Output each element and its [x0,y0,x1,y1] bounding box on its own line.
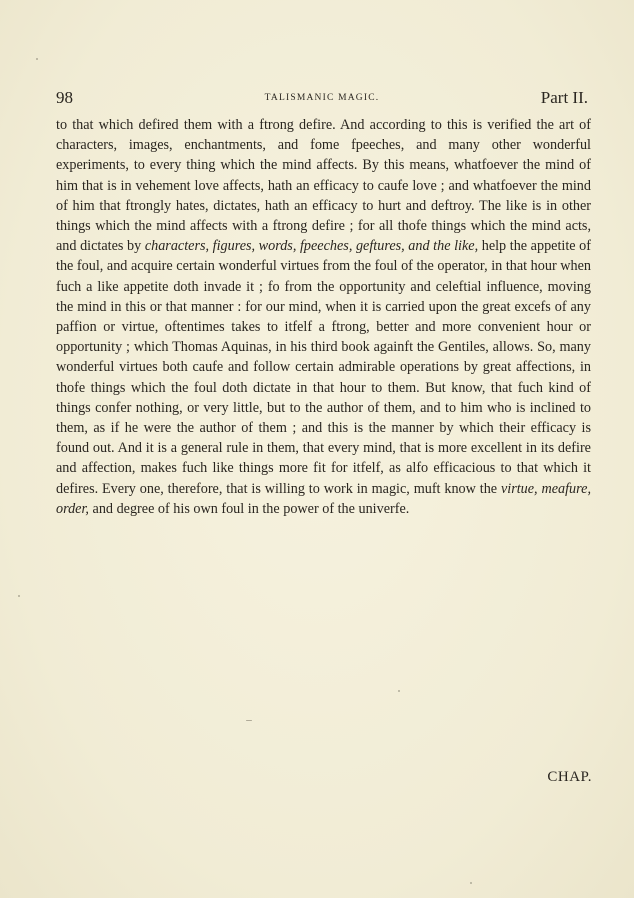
body-segment: and degree of his own foul in the power of the univerfe. [88,500,410,517]
running-title: TALISMANIC MAGIC. [264,93,380,103]
body-text [56,115,591,519]
page-header [56,88,588,112]
paper-speck [36,58,38,60]
body-segment: to that which defired them with a ftrong defire. And according to this is verified the art of characters, images, enchantments, and fome fpeeches, and many other wonderful experiments, to every thing which the mind affects. By this means, whatfoever the mind of him that is in vehement love affects, hath an efficacy to caufe love ; and whatfoever the mind of him that ftrongly hates, dictates, hath an efficacy to hurt and deftroy. The like is in other things which the mind affects with a ftrong defire ; for all thofe things which the mind acts, and dictates by [56,117,591,255]
paper-speck [246,720,252,721]
paper-speck [398,690,400,692]
italic-phrase: characters, figures, words, fpeeches, geftures, and the like, [144,238,479,255]
part-label: Part II. [540,88,588,107]
paper-speck [470,882,472,884]
italic-phrase: virtue, meafure, order, [56,480,591,517]
paper-speck [18,595,20,597]
catchword: CHAP. [547,769,592,785]
body-segment: help the appetite of the foul, and acquire certain wonderful virtues from the foul of the operator, in that hour when fuch a like appetite doth invade it ; fo from the opportunity and celeftial influence, moving the mind in this or that manner : for our mind, when it is carried upon the great excefs of any paffion or virtue, oftentimes takes to itfelf a ftrong, better and more convenient hour or opportunity ; which Thomas Aquinas, in his third book againft the Gentiles, allows. So, many wonderful virtues both caufe and follow certain admirable operations by great affections, in thofe things which the foul doth dictate in that hour to them. But know, that fuch kind of things confer nothing, or very little, but to the author of them, and to him who is inclined to them, as if he were the author of them ; and this is the manner by which their efficacy is found out. And it is a general rule in them, that every mind, that is more excellent in its defire and affection, makes fuch like things more fit for itfelf, as alfo efficacious to that which it defires. Every one, therefore, that is willing to work in magic, muft know the [56,238,591,497]
body-paragraph [56,115,591,519]
page-number: 98 [56,88,73,107]
